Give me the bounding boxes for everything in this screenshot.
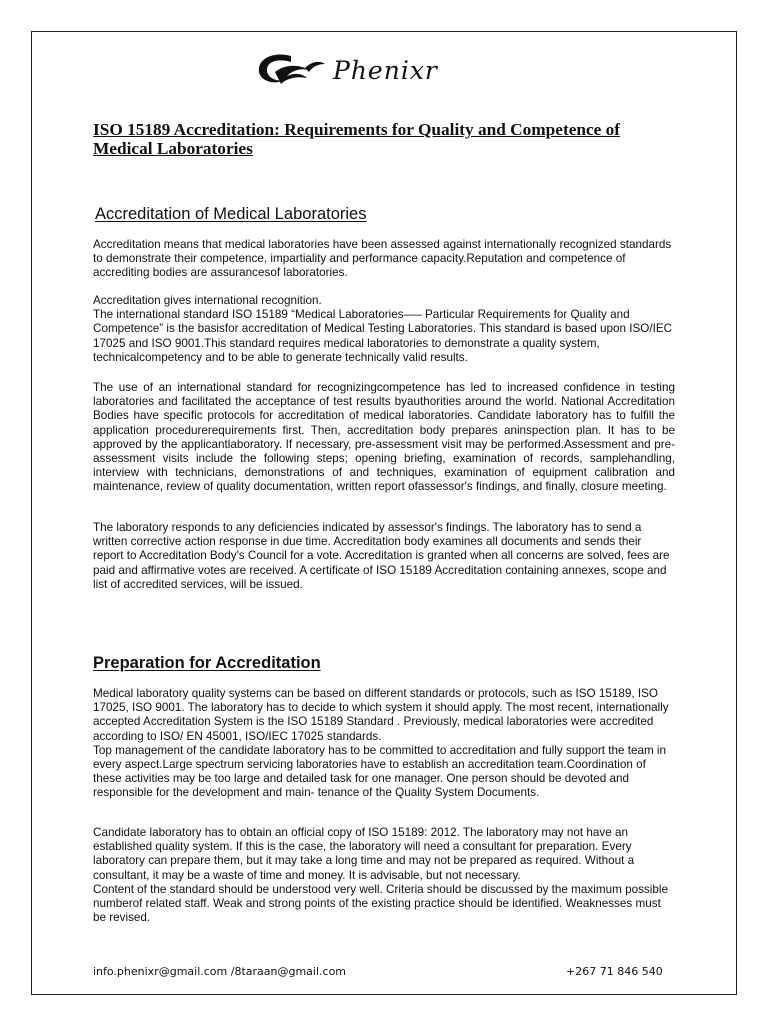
paragraph-candidate-laboratory: Candidate laboratory has to obtain an official copy of ISO 15189: 2012. The laboratory may not have an established quality system. If this is the case, the laboratory will need a consultant for preparation. Every laboratory can prepare them, but it may take a long time and may not be prepared as required. Without a consultant, it may be a waste of time and money. It is advisable, but not necessary. Content of the standard should be understood very well. Criteria should be discussed by the maximum possible numberof related staff. Weak and strong points of the existing practice should be identified. Weaknesses must be revised. (93, 826, 668, 925)
section-heading-preparation: Preparation for Accreditation (93, 654, 321, 672)
document-title: ISO 15189 Accreditation: Requirements for Quality and Competence of Medical Laboratories (93, 120, 621, 158)
phoenix-bird-icon (255, 50, 327, 90)
paragraph-laboratory-response: The laboratory responds to any deficiencies indicated by assessor's findings. The laboratory has to send a written corrective action response in due time. Accreditation body examines all documents and sends their report to Accreditation Body's Council for a vote. Accreditation is granted when all concerns are solved, fees are paid and affirmative votes are received. A certificate of ISO 15189 Accreditation containing annexes, scope and list of accredited services, will be issued. (93, 521, 670, 591)
footer-phone: +267 71 846 540 (566, 965, 663, 978)
paragraph-international-recognition: Accreditation gives international recognition. The international standard ISO 15189 “Medical Laboratories—– Particular Requirements for Quality and Competence” is the basisfor accreditation of Medical Testing Laboratories. This standard is based upon ISO/IEC 17025 and ISO 9001.This standard requires medical laboratories to demonstrate a quality system, technicalcompetency and to be able to generate technically valid results. (93, 294, 673, 364)
logo-text: Phenixr (333, 55, 438, 85)
section-heading-accreditation: Accreditation of Medical Laboratories (95, 205, 367, 223)
paragraph-quality-systems: Medical laboratory quality systems can be based on different standards or protocols, such as ISO 15189, ISO 17025, ISO 9001. The laboratory has to decide to which system it should apply. The most recent, internationally accepted Accreditation System is the ISO 15189 Standard . Previously, medical laboratories were accredited according to ISO/ EN 45001, ISO/IEC 17025 standards. Top management of the candidate laboratory has to be committed to accreditation and fully support the team in every aspect.Large spectrum servicing laboratories have to establish an accreditation team.Coordination of these activities may be too large and detailed task for one manager. One person should be devoted and responsible for the development and main- tenance of the Quality System Documents. (93, 687, 669, 800)
paragraph-international-standard-use: The use of an international standard for recognizingcompetence has led to increased confidence in testing laboratories and facilitated the acceptance of test results byauthorities around the world. National Accreditation Bodies have specific protocols for accreditation of medical laboratories. Candidate laboratory has to fulfill the application procedurerequirements first. Then, accreditation body prepares aninspection plan. It has to be approved by the applicantlaboratory. If necessary, pre-assessment visit may be performed.Assessment and pre-assessment visits include the following steps; opening briefing, examination of records, samplehandling, interview with technicians, demonstrations of and techniques, examination of equipment calibration and maintenance, review of quality documentation, written report ofassessor's findings, and finally, closure meeting. (93, 381, 675, 494)
phenixr-logo (255, 48, 438, 92)
paragraph-accreditation-meaning: Accreditation means that medical laboratories have been assessed against internationally recognized standards to demonstrate their competence, impartiality and performance capacity.Reputation and competence of accrediting bodies are assurancesof laboratories. (93, 238, 672, 280)
footer-emails: info.phenixr@gmail.com /8taraan@gmail.com (93, 965, 347, 978)
